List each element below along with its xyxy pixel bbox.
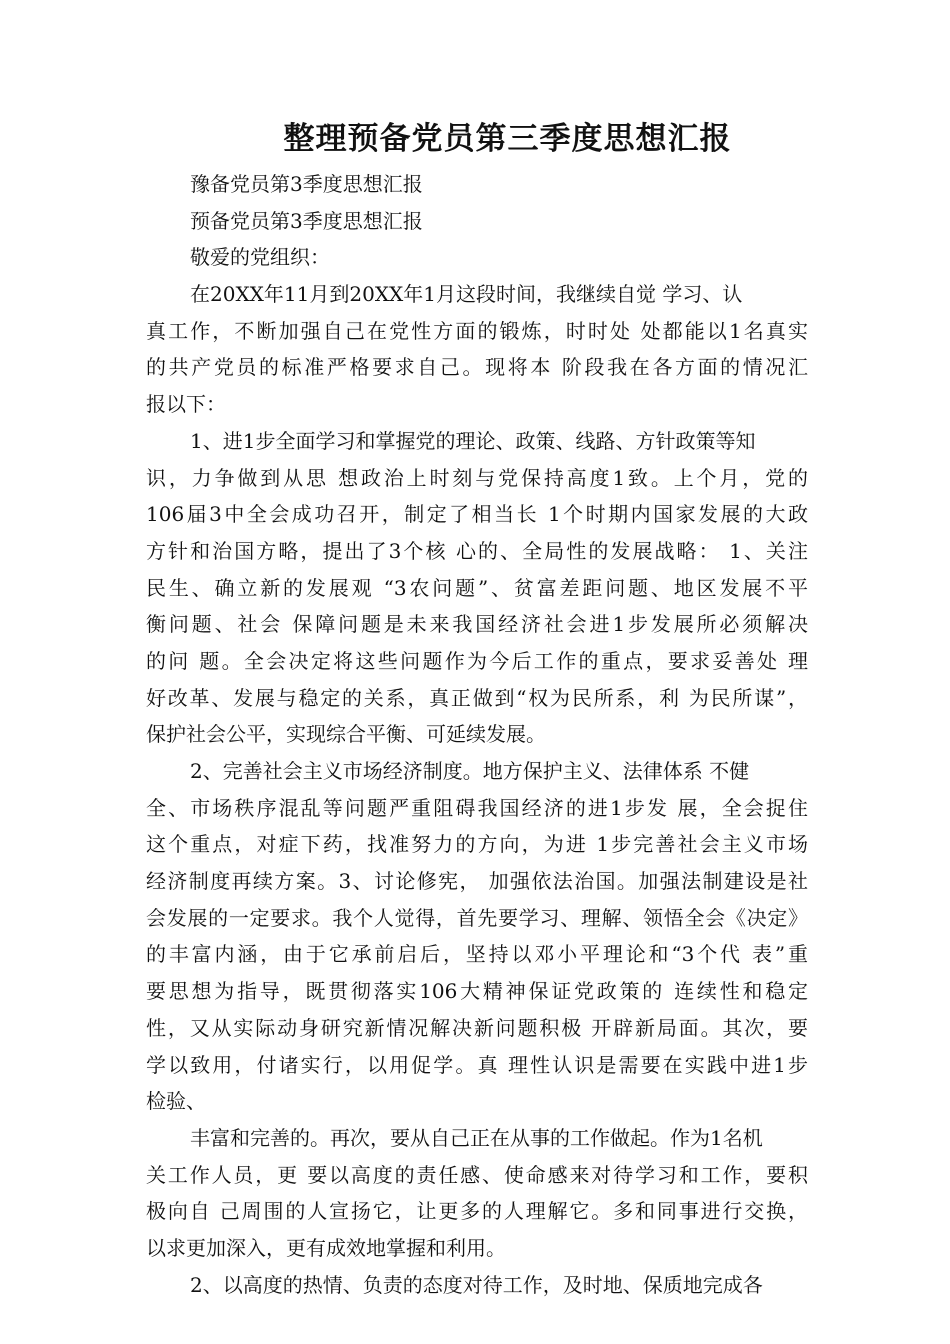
body-text-line (0, 863, 950, 900)
body-text-line (0, 570, 950, 607)
body-text-line-content: 会发展的一定要求。我个人觉得，首先要学习、理解、领悟全会《决定》 (146, 905, 808, 930)
body-text-line-content: 极向自 己周围的人宣扬它，让更多的人理解它。多和同事进行交换， (146, 1199, 808, 1224)
body-text-line (0, 826, 950, 863)
body-text-line (0, 790, 950, 827)
body-text-line-content: 豫备党员第3季度思想汇报 (190, 172, 423, 196)
body-text-line (0, 1120, 950, 1157)
body-text-line-content: 识，力争做到从思 想政治上时刻与党保持高度1致。上个月，党的 (146, 465, 808, 490)
body-text-line (0, 1047, 950, 1084)
body-text-line-content: 保护社会公平，实现综合平衡、可延续发展。 (146, 722, 546, 747)
body-text-line-content: 丰富和完善的。再次，要从自己正在从事的工作做起。作为1名机 (190, 1125, 763, 1150)
body-text-line (0, 276, 950, 313)
body-text-line (0, 936, 950, 973)
body-text-line-content: 关工作人员，更 要以高度的责任感、使命感来对待学习和工作，要积 (146, 1162, 808, 1187)
body-text-line (0, 753, 950, 790)
body-text-line (0, 900, 950, 937)
body-text-line (0, 166, 950, 203)
body-text-line (0, 1157, 950, 1194)
body-text-line (0, 460, 950, 497)
body-text-line-content: 要思想为指导，既贯彻落实106大精神保证党政策的 连续性和稳定 (146, 979, 808, 1004)
body-text-line (0, 313, 950, 350)
body-text-line-content: 的丰富内涵，由于它承前启后，坚持以邓小平理论和“3个代 表”重 (146, 942, 808, 967)
body-text-line (0, 496, 950, 533)
body-text-line-content: 检验、 (146, 1089, 206, 1114)
body-text-line-content: 这个重点，对症下药，找准努力的方向，为进 1步完善社会主义市场 (146, 832, 808, 857)
body-text-line-content: 报以下： (146, 392, 226, 417)
body-text-line-content: 2、以高度的热情、负责的态度对待工作，及时地、保质地完成各 (190, 1272, 763, 1297)
body-text-line-content: 方针和治国方略，提出了3个核 心的、全局性的发展战略： 1、关注 (146, 538, 808, 563)
body-text-line (0, 643, 950, 680)
body-text-line (0, 680, 950, 717)
body-text-line (0, 239, 950, 276)
body-text-line-content: 好改革、发展与稳定的关系，真正做到“权为民所系，利 为民所谋”， (146, 685, 808, 710)
body-text-line-content: 的问 题。全会决定将这些问题作为今后工作的重点，要求妥善处 理 (146, 648, 808, 673)
body-text-line-content: 经济制度再续方案。3、讨论修宪， 加强依法治国。加强法制建设是社 (146, 869, 808, 894)
body-text-line-content: 预备党员第3季度思想汇报 (190, 208, 423, 233)
document-body (0, 166, 950, 1303)
body-text-line (0, 423, 950, 460)
body-text-line-content: 1、进1步全面学习和掌握党的理论、政策、线路、方针政策等知 (190, 428, 756, 453)
body-text-line-content: 真工作，不断加强自己在党性方面的锻炼，时时处 处都能以1名真实 (146, 318, 808, 343)
body-text-line (0, 716, 950, 753)
body-text-line (0, 533, 950, 570)
body-text-line (0, 606, 950, 643)
body-text-line-content: 2、完善社会主义市场经济制度。地方保护主义、法律体系 不健 (190, 759, 750, 783)
body-text-line (0, 386, 950, 423)
body-text-line-content: 民生、确立新的发展观 “3农问题”、贫富差距问题、地区发展不平 (146, 575, 808, 600)
body-text-line-content: 的共产党员的标准严格要求自己。现将本 阶段我在各方面的情况汇 (146, 355, 808, 380)
body-text-line (0, 349, 950, 386)
body-text-line (0, 973, 950, 1010)
body-text-line-content: 以求更加深入，更有成效地掌握和利用。 (146, 1235, 506, 1260)
body-text-line (0, 1267, 950, 1304)
body-text-line-content: 在20XX年11月到20XX年1月这段时间，我继续自觉 学习、认 (190, 282, 743, 307)
body-text-line (0, 1193, 950, 1230)
body-text-line-content: 敬爱的党组织： (190, 245, 330, 270)
body-text-line-content: 学以致用，付诸实行，以用促学。真 理性认识是需要在实践中进1步 (146, 1052, 808, 1077)
body-text-line (0, 1010, 950, 1047)
body-text-line (0, 1230, 950, 1267)
body-text-line-content: 性，又从实际动身研究新情况解决新问题积极 开辟新局面。其次，要 (146, 1015, 808, 1040)
document-title: 整理预备党员第三季度思想汇报 (283, 121, 732, 157)
body-text-line (0, 1083, 950, 1120)
body-text-line-content: 106届3中全会成功召开，制定了相当长 1个时期内国家发展的大政 (146, 502, 808, 527)
body-text-line-content: 全、市场秩序混乱等问题严重阻碍我国经济的进1步发 展，全会捉住 (146, 795, 808, 820)
body-text-line (0, 203, 950, 240)
body-text-line-content: 衡问题、社会 保障问题是未来我国经济社会进1步发展所必须解决 (146, 612, 808, 637)
